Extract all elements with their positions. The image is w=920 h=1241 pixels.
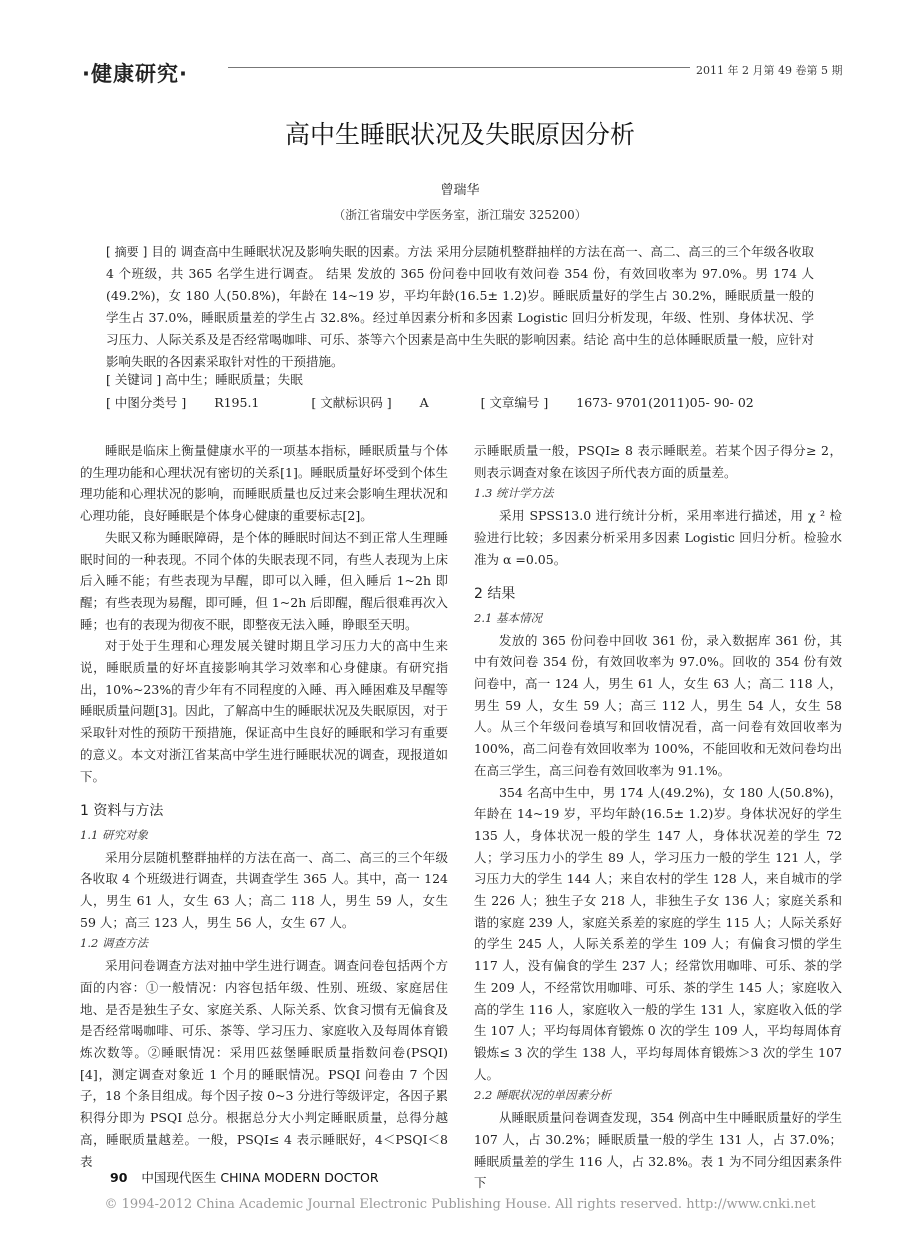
journal-section-label: ·健康研究· xyxy=(82,62,188,86)
doc-code-value: A xyxy=(419,395,429,410)
author: 曾瑞华 xyxy=(440,183,480,198)
abstract-label: [ 摘要 ] xyxy=(106,245,148,259)
section-heading-results: 2 结果 xyxy=(474,586,516,603)
clc-label: [ 中图分类号 ] xyxy=(106,395,187,410)
intro-paragraph-2: 失眠又称为睡眠障碍，是个体的睡眠时间达不到正常人生理睡眠时间的一种表现。不同个体的失眠表现不同，有些人表现为上床后入睡不能；有些表现为早醒，即可以入睡，但入睡后 1~2h 即醒；有些表现为易醒，即可睡，但 1~2h 后即醒，醒后很难再次入睡；也有的表现为彻夜不眠，即整夜无法入睡，睁眼至天明。 xyxy=(80,529,448,632)
paragraph-1-1: 采用分层随机整群抽样的方法在高一、高二、高三的三个年级各收取 4 个班级进行调查，共调查学生 365 人。其中，高一 124 人，男生 61 人，女生 63 人；高二 118 人，男生 59 人，女生 59 人；高三 123 人，男生 56 人，女生 67 人。 xyxy=(80,849,448,930)
copyright-notice: © 1994-2012 China Academic Journal Electronic Publishing House. All rights reserved. http://www.cnki.net xyxy=(104,1197,816,1212)
abstract xyxy=(106,241,814,373)
abstract-text: 目的 调查高中生睡眠状况及影响失眠的因素。方法 采用分层随机整群抽样的方法在高一、高二、高三的三个年级各收取 4 个班级，共 365 名学生进行调查。 结果 发放的 365 份问卷中回收有效问卷 354 份，有效回收率为 97.0%。男 174 人(49.2%)，女 180 人(50.8%)，年龄在 14~19 岁，平均年龄(16.5± 1.2)岁。睡眠质量好的学生占 30.2%，睡眠质量一般的学生占 37.0%，睡眠质量差的学生占 32.8%。经过单因素分析和多因素 Logistic 回归分析发现，年级、性别、身体状况、学习压力、人际关系及是否经常喝咖啡、可乐、茶等六个因素是高中生失眠的影响因素。结论 高中生的总体睡眠质量一般，应针对影响失眠的各因素采取针对性的干预措施。 xyxy=(106,244,814,369)
subsection-heading-1-1: 1.1 研究对象 xyxy=(80,827,148,842)
paragraph-2-1a: 发放的 365 份问卷中回收 361 份，录入数据库 361 份，其中有效问卷 354 份，有效回收率为 97.0%。回收的 354 份有效问卷中，高一 124 人，男生 61 人，女生 63 人；高二 118 人，男生 59 人，女生 59 人；高三 112 人，男生 54 人，女生 58 人。从三个年级问卷填写和回收情况看，高一问卷有效回收率为 100%，高二问卷有效回收率为 100%，不能回收和无效问卷均出在高三学生，高三问卷有效回收率为 91.1%。 xyxy=(474,632,842,778)
classification xyxy=(106,393,814,411)
section-heading-methods: 1 资料与方法 xyxy=(80,803,164,820)
article-id-value: 1673- 9701(2011)05- 90- 02 xyxy=(576,395,754,410)
clc-value: R195.1 xyxy=(214,395,260,410)
doc-code-label: [ 文献标识码 ] xyxy=(311,395,392,410)
intro-paragraph-1: 睡眠是临床上衡量健康水平的一项基本指标，睡眠质量与个体的生理功能和心理状况有密切的关系[1]。睡眠质量好坏受到个体生理功能和心理状况的影响，而睡眠质量也反过来会影响生理状况和心理功能，良好睡眠是个体身心健康的重要标志[2]。 xyxy=(80,443,448,524)
right-column xyxy=(474,440,842,1194)
issue-info: 2011 年 2 月第 49 卷第 5 期 xyxy=(696,64,843,77)
paragraph-continued: 示睡眠质量一般，PSQI≥ 8 表示睡眠差。若某个因子得分≥ 2，则表示调查对象在该因子所代表方面的质量差。 xyxy=(474,443,842,480)
keywords-label: [ 关键词 ] xyxy=(106,372,162,387)
intro-paragraph-3: 对于处于生理和心理发展关键时期且学习压力大的高中生来说，睡眠质量的好坏直接影响其学习效率和心身健康。有研究指出，10%~23%的青少年有不同程度的入睡、再入睡困难及早醒等睡眠质量问题[3]。因此，了解高中生的睡眠状况及失眠原因，对于采取针对性的预防干预措施，保证高中生良好的睡眠和学习有重要的意义。本文对浙江省某高中学生进行睡眠状况的调查，现报道如下。 xyxy=(80,638,448,784)
subsection-heading-1-2: 1.2 调查方法 xyxy=(80,936,148,951)
keywords xyxy=(106,370,814,388)
paragraph-2-2: 从睡眠质量问卷调查发现，354 例高中生中睡眠质量好的学生 107 人，占 30.2%；睡眠质量一般的学生 131 人，占 37.0%；睡眠质量差的学生 116 人，占 32.8%。表 1 为不同分组因素条件下 xyxy=(474,1110,842,1191)
keywords-text: 高中生；睡眠质量；失眠 xyxy=(165,372,303,387)
journal-name: 中国现代医生 CHINA MODERN DOCTOR xyxy=(141,1170,379,1185)
article-title: 高中生睡眠状况及失眠原因分析 xyxy=(284,120,635,149)
affiliation: （浙江省瑞安中学医务室，浙江瑞安 325200） xyxy=(333,208,587,222)
left-column xyxy=(80,440,448,1172)
header-rule xyxy=(228,67,690,68)
paragraph-1-2: 采用问卷调查方法对抽中学生进行调查。调查问卷包括两个方面的内容：①一般情况：内容包括年级、性别、班级、家庭居住地、是否是独生子女、家庭关系、人际关系、饮食习惯有无偏食及是否经常喝咖啡、可乐、茶等、学习压力、家庭收入及每周体育锻炼次数等。②睡眠情况：采用匹兹堡睡眠质量指数问卷(PSQI)[4]，测定调查对象近 1 个月的睡眠情况。PSQI 问卷由 7 个因子，18 个条目组成。每个因子按 0~3 分进行等级评定，各因子累积得分即为 PSQI 总分。根据总分大小判定睡眠质量，总得分越高，睡眠质量越差。一般，PSQI≤ 4 表示睡眠好，4＜PSQI＜8 表 xyxy=(80,958,448,1169)
page-number: 90 xyxy=(110,1170,128,1185)
paragraph-2-1b: 354 名高中生中，男 174 人(49.2%)，女 180 人(50.8%)，年龄在 14~19 岁，平均年龄(16.5± 1.2)岁。身体状况好的学生 135 人，身体状况一般的学生 147 人，身体状况差的学生 72 人；学习压力小的学生 89 人，学习压力一般的学生 121 人，学习压力大的学生 144 人；来自农村的学生 128 人，来自城市的学生 226 人；独生子女 218 人，非独生子女 136 人；家庭关系和谐的家庭 239 人，家庭关系差的家庭的学生 115 人；人际关系好的学生 245 人，人际关系差的学生 109 人；有偏食习惯的学生 117 人，没有偏食的学生 237 人；经常饮用咖啡、可乐、茶的学生 209 人，不经常饮用咖啡、可乐、茶的学生 145 人；家庭收入高的学生 116 人，家庭收入一般的学生 131 人，家庭收入低的学生 107 人；平均每周体育锻炼 0 次的学生 109 人，平均每周体育锻炼≤ 3 次的学生 138 人，平均每周体育锻炼＞3 次的学生 107 人。 xyxy=(474,784,842,1082)
subsection-heading-1-3: 1.3 统计学方法 xyxy=(474,486,554,501)
paragraph-1-3: 采用 SPSS13.0 进行统计分析，采用率进行描述，用 χ ² 检验进行比较；多因素分析采用多因素 Logistic 回归分析。检验水准为 α =0.05。 xyxy=(474,508,842,567)
page-footer xyxy=(110,1168,379,1186)
article-id-label: [ 文章编号 ] xyxy=(480,395,549,410)
subsection-heading-2-2: 2.2 睡眠状况的单因素分析 xyxy=(474,1088,611,1103)
subsection-heading-2-1: 2.1 基本情况 xyxy=(474,610,542,625)
